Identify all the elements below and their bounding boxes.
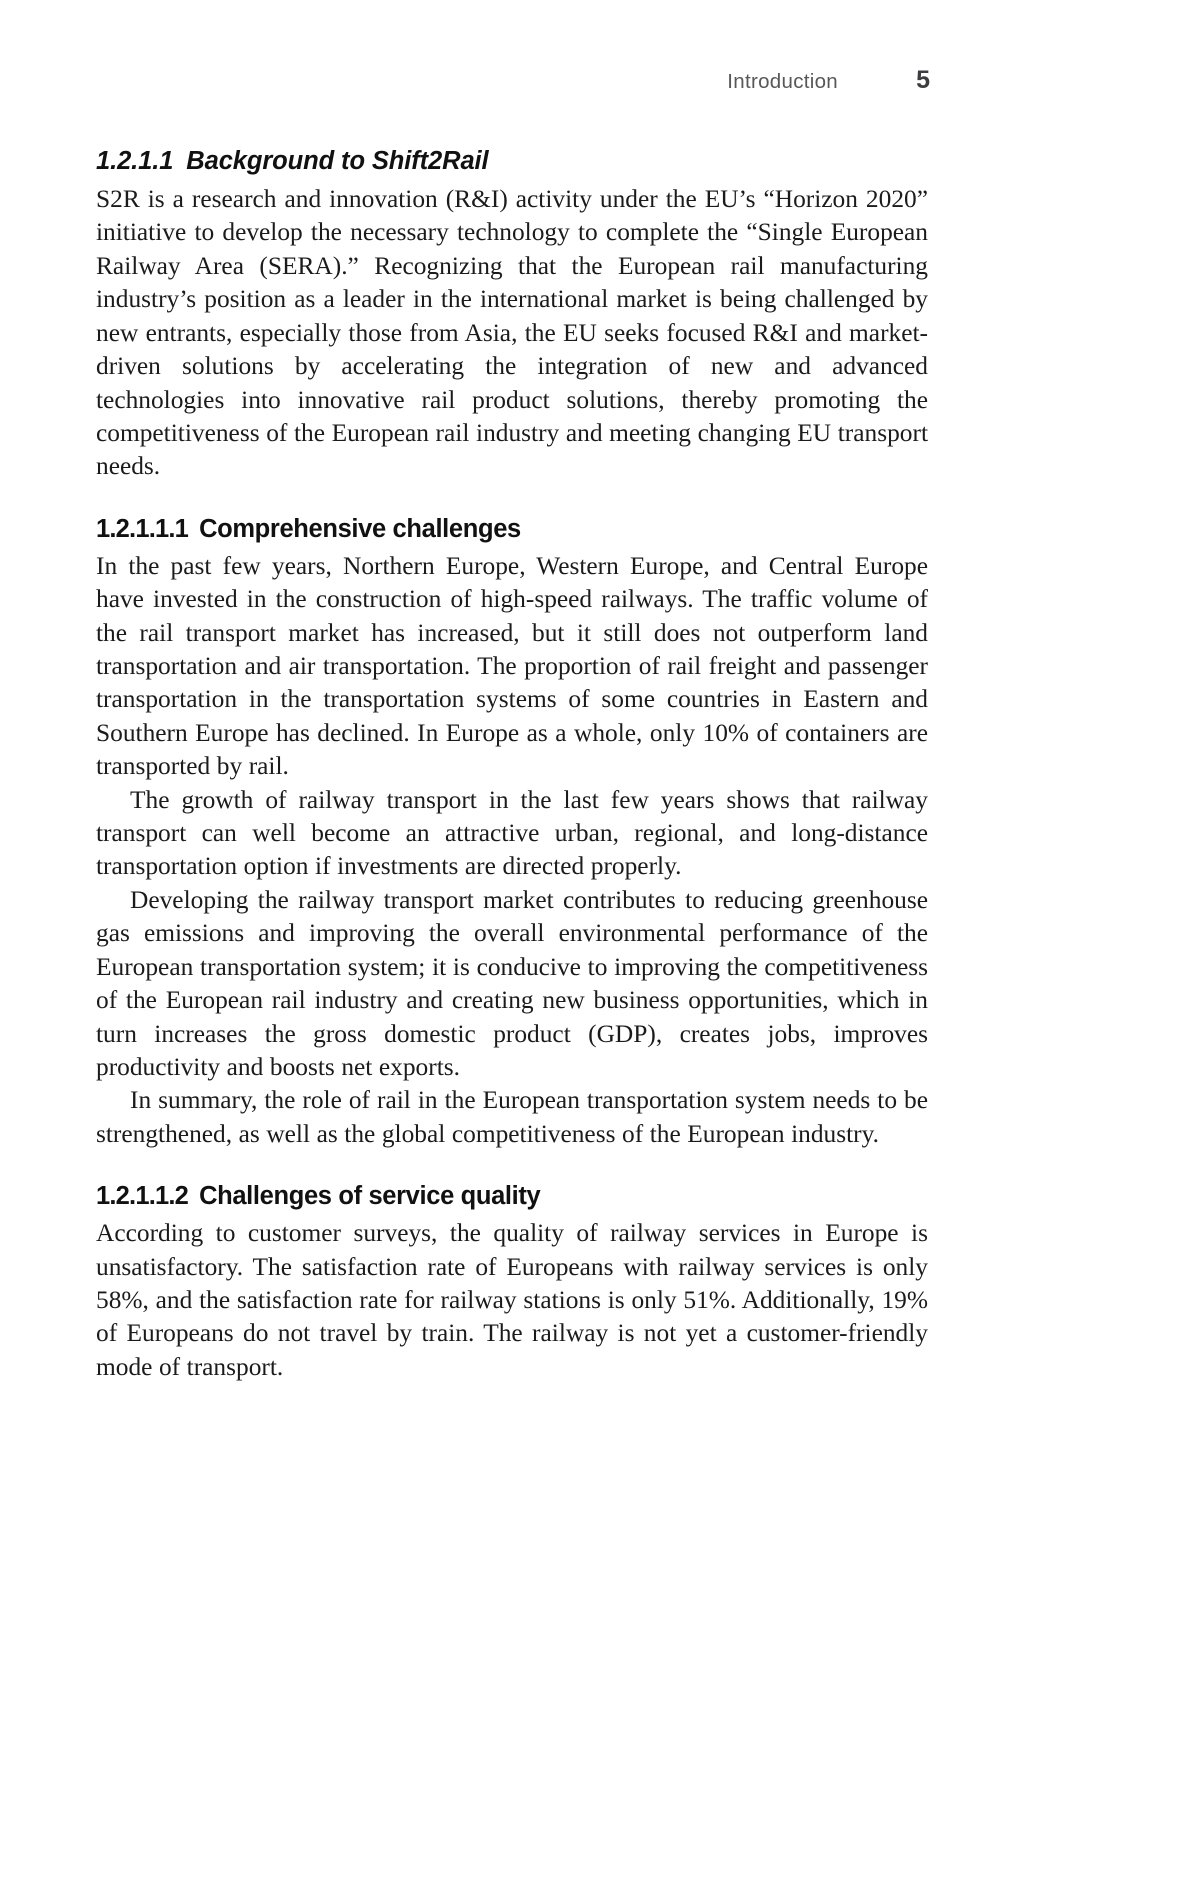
- running-head: [95, 66, 930, 100]
- paragraph: The growth of railway transport in the last few years shows that railway transport can well become an attractive urban, regional, and long-distance transportation option if investments are directed properly.: [96, 785, 928, 881]
- heading-number: 1.2.1.1.2: [96, 1182, 189, 1211]
- heading-challenges-of-service-quality: [96, 1181, 928, 1211]
- paragraph: Developing the railway transport market contributes to reducing greenhouse gas emissions and improving the overall environmental performance of the European transportation system; it is conducive to improving the competitiveness of the European rail industry and creating new business opportunities, which in turn increases the gross domestic product (GDP), creates jobs, improves productivity and boosts net exports.: [96, 885, 928, 1081]
- paragraph: S2R is a research and innovation (R&I) activity under the EU’s “Horizon 2020” initiative to develop the necessary technology to complete the “Single European Railway Area (SERA).” Recognizing that the European rail manufacturing industry’s position as a leader in the international market is being challenged by new entrants, especially those from Asia, the EU seeks focused R&I and market-driven solutions by accelerating the integration of new and advanced technologies into innovative rail product solutions, thereby promoting the competitiveness of the European rail industry and meeting changing EU transport needs.: [96, 185, 928, 481]
- heading-label: Background to Shift2Rail: [186, 147, 489, 175]
- paragraph: In summary, the role of rail in the European transportation system needs to be strengthened, as well as the global competitiveness of the European industry.: [96, 1086, 928, 1148]
- heading-number: 1.2.1.1.1: [96, 514, 189, 543]
- heading-label: Challenges of service quality: [199, 1182, 541, 1211]
- paragraph: In the past few years, Northern Europe, Western Europe, and Central Europe have invested in the construction of high-speed railways. The traffic volume of the rail transport market has increased, but it still does not outperform land transportation and air transportation. The proportion of rail freight and passenger transportation in the transportation systems of some countries in Eastern and Southern Europe has declined. In Europe as a whole, only 10% of containers are transported by rail.: [96, 551, 928, 781]
- page-number: 5: [916, 66, 930, 94]
- section-comprehensive-challenges: [96, 514, 928, 1151]
- heading-background-to-shift2rail: [96, 146, 928, 176]
- text-column: [96, 146, 928, 1384]
- running-head-title: Introduction: [727, 70, 838, 93]
- paragraph: According to customer surveys, the quality of railway services in Europe is unsatisfactory. The satisfaction rate of Europeans with railway services is only 58%, and the satisfaction rate for railway stations is only 51%. Additionally, 19% of Europeans do not travel by train. The railway is not yet a customer-friendly mode of transport.: [96, 1219, 928, 1381]
- heading-number: 1.2.1.1: [96, 147, 174, 175]
- heading-comprehensive-challenges: [96, 514, 928, 544]
- heading-label: Comprehensive challenges: [199, 514, 521, 543]
- section-challenges-of-service-quality: [96, 1181, 928, 1384]
- section-background-to-shift2rail: [96, 146, 928, 484]
